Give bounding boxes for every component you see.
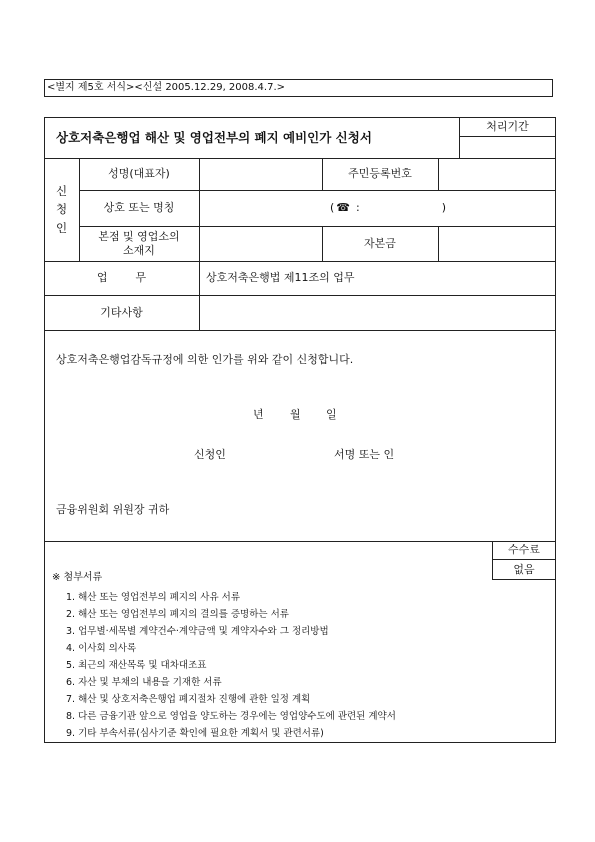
declaration-text: 상호저축은행업감독규정에 의한 인가를 위와 같이 신청합니다.: [56, 353, 354, 366]
capital-label: 자본금: [364, 236, 396, 250]
attachment-item: 9. 기타 부속서류(심사기준 확인에 필요한 계획서 및 관련서류): [66, 728, 324, 739]
attachment-item: 8. 다른 금융기관 앞으로 영업을 양도하는 경우에는 영업양수도에 관련된 계약서: [66, 711, 396, 722]
attachment-item: 7. 해산 및 상호저축은행업 폐지절차 진행에 관한 일정 계획: [66, 694, 311, 705]
applicant-label: [44, 158, 79, 261]
attachment-item: 3. 업무별·세목별 계약건수·계약금액 및 계약자수와 그 정리방법: [66, 626, 329, 637]
form-number-note: <별지 제5호 서식><신설 2005.12.29, 2008.4.7.>: [44, 79, 553, 97]
form-title: 상호저축은행업 해산 및 영업전부의 폐지 예비인가 신청서: [56, 130, 372, 146]
resident-number-label: 주민등록번호: [348, 167, 412, 181]
attachment-item: 4. 이사회 의사록: [66, 643, 137, 654]
divider: [492, 579, 556, 580]
processing-period-value: [459, 137, 556, 158]
company-name-label: 상호 또는 명칭: [103, 201, 175, 215]
attachment-item: 6. 자산 및 부채의 내용을 기재한 서류: [66, 677, 222, 688]
fee-label: 수수료: [508, 543, 540, 557]
fee-value: 없음: [513, 562, 535, 576]
name-label: 성명(대표자): [108, 167, 170, 181]
attachment-item: 1. 해산 또는 영업전부의 폐지의 사유 서류: [66, 592, 241, 603]
attachments-heading: ※ 첨부서류: [52, 572, 103, 583]
attachment-item: 2. 해산 또는 영업전부의 폐지의 결의를 증명하는 서류: [66, 609, 289, 620]
address-label: [79, 226, 199, 261]
address-label-line: 소재지: [123, 243, 155, 257]
address-field[interactable]: [200, 227, 321, 261]
phone-colon: :: [356, 201, 360, 215]
address-label-line: 본점 및 영업소의: [98, 229, 180, 243]
addressee: 금융위원회 위원장 귀하: [56, 503, 170, 516]
other-label: 기타사항: [100, 305, 143, 319]
date-month: 월: [290, 408, 301, 421]
divider: [44, 541, 556, 542]
phone-icon: ☎: [336, 201, 350, 215]
applicant-label-char: 인: [55, 220, 68, 235]
applicant-label-char: 청: [55, 202, 68, 217]
signer-label: 신청인: [194, 448, 226, 461]
business-value: 상호저축은행법 제11조의 업무: [206, 271, 355, 285]
attachment-item: 5. 최근의 재산목록 및 대차대조표: [66, 660, 207, 671]
applicant-label-char: 신: [55, 183, 68, 198]
phone-open-paren: (: [330, 201, 335, 215]
divider: [44, 330, 556, 331]
phone-close-paren: ): [441, 201, 447, 215]
other-field[interactable]: [200, 296, 555, 330]
business-label: 업 무: [96, 271, 147, 285]
resident-number-field[interactable]: [439, 159, 555, 190]
date-year: 년: [253, 408, 264, 421]
phone-field[interactable]: [330, 190, 460, 226]
processing-period-label: 처리기간: [486, 119, 529, 133]
capital-field[interactable]: [439, 227, 555, 261]
company-name-field[interactable]: [200, 191, 320, 226]
date-day: 일: [326, 408, 337, 421]
signature-label: 서명 또는 인: [334, 448, 395, 461]
name-field[interactable]: [200, 159, 321, 190]
